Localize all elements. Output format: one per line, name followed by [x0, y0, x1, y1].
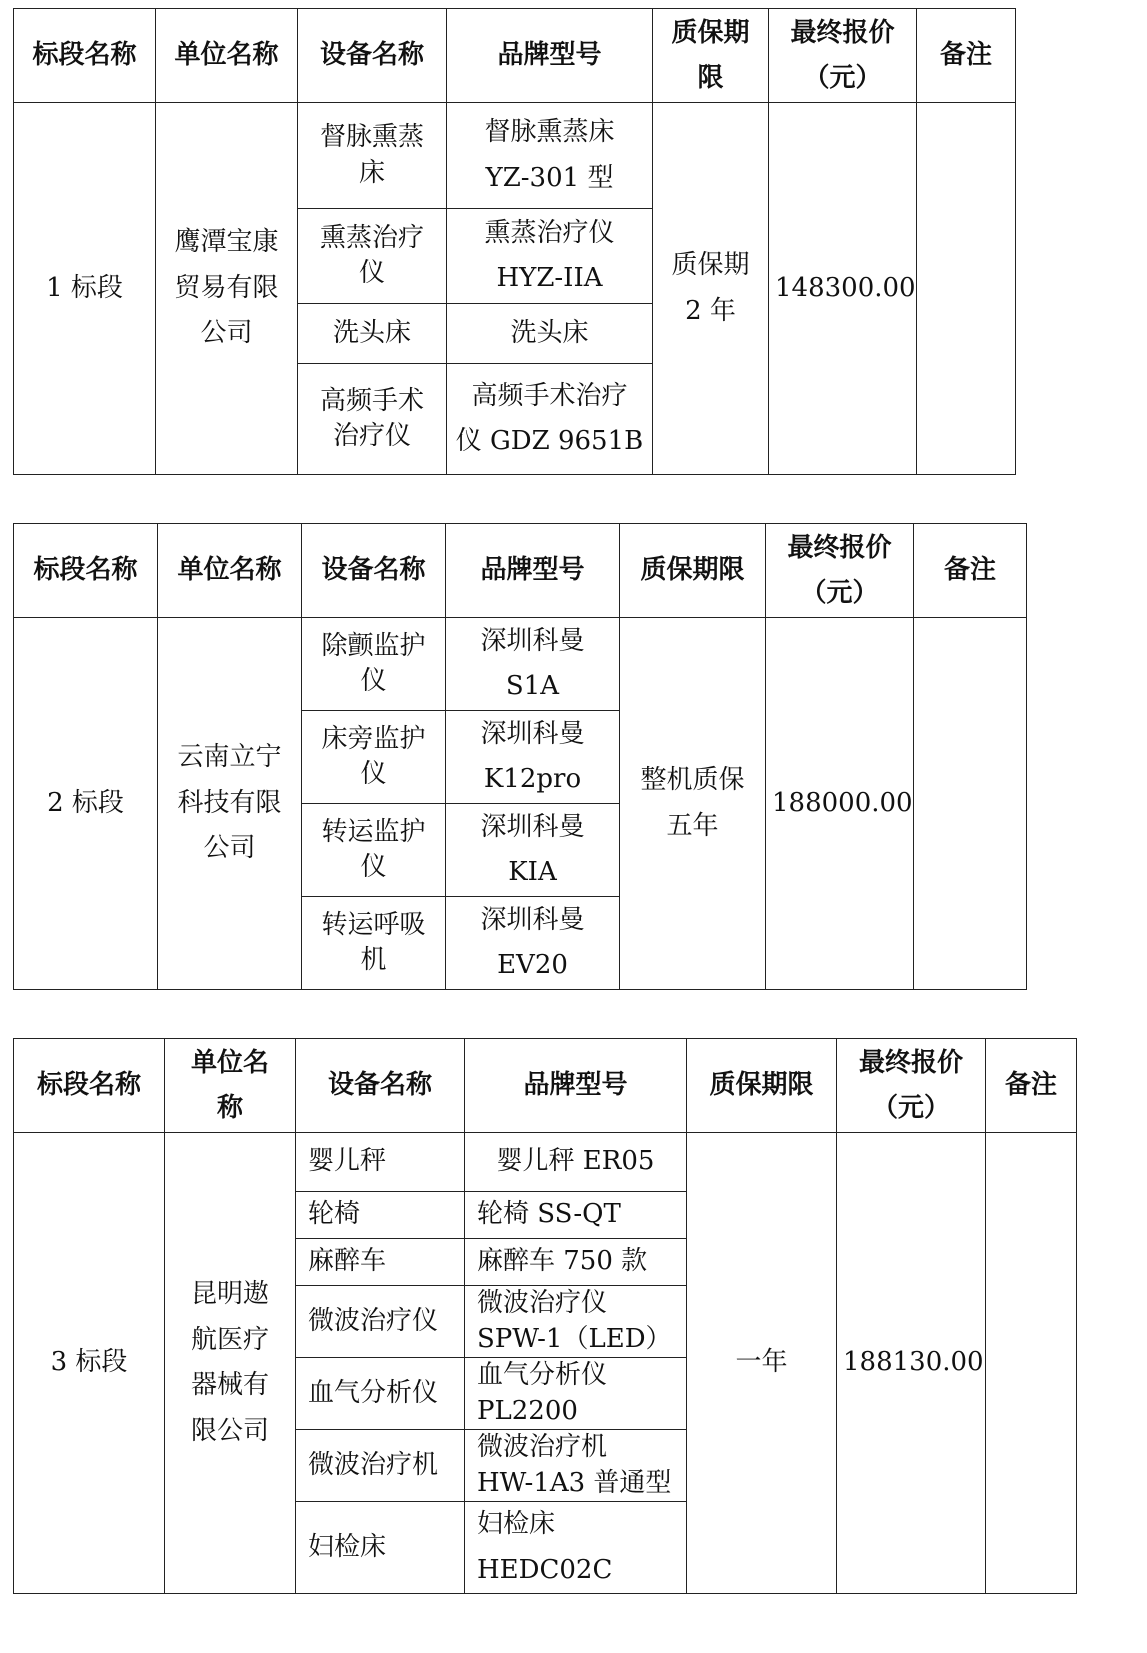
header-row	[14, 9, 1016, 103]
table-row	[14, 103, 1016, 209]
warranty-cell: 整机质保 五年	[620, 618, 766, 990]
remark-cell	[917, 103, 1016, 475]
equipment-cell: 督脉熏蒸 床	[298, 103, 447, 209]
price-cell: 148300.00	[769, 103, 917, 475]
equipment-cell: 转运呼吸 机	[302, 897, 446, 990]
equipment-cell: 除颤监护 仪	[302, 618, 446, 711]
model-cell: 深圳科曼 EV20	[446, 897, 620, 990]
header-row	[14, 1039, 1077, 1133]
header-price: 最终报价 （元）	[837, 1039, 986, 1133]
header-remark: 备注	[914, 524, 1027, 618]
price-cell: 188130.00	[837, 1133, 986, 1594]
table-row	[14, 618, 1027, 711]
unit-cell: 鹰潭宝康 贸易有限 公司	[156, 103, 298, 475]
lot-1-table	[13, 8, 1016, 475]
lot-2-table	[13, 523, 1027, 990]
equipment-cell: 婴儿秤	[296, 1133, 465, 1192]
header-unit: 单位名称	[156, 9, 298, 103]
model-cell: 妇检床 HEDC02C	[465, 1502, 687, 1594]
header-lot: 标段名称	[14, 524, 158, 618]
model-cell: 微波治疗机 HW-1A3 普通型	[465, 1430, 687, 1502]
equipment-cell: 熏蒸治疗 仪	[298, 209, 447, 304]
header-model: 品牌型号	[446, 524, 620, 618]
header-remark: 备注	[917, 9, 1016, 103]
model-cell: 微波治疗仪 SPW-1（LED）	[465, 1286, 687, 1358]
header-equipment: 设备名称	[298, 9, 447, 103]
remark-cell	[986, 1133, 1077, 1594]
equipment-cell: 麻醉车	[296, 1239, 465, 1286]
header-lot: 标段名称	[14, 1039, 165, 1133]
header-price: 最终报价 （元）	[769, 9, 917, 103]
lot-cell: 1 标段	[14, 103, 156, 475]
equipment-cell: 微波治疗机	[296, 1430, 465, 1502]
model-cell: 深圳科曼 S1A	[446, 618, 620, 711]
model-cell: 轮椅 SS-QT	[465, 1192, 687, 1239]
model-cell: 督脉熏蒸床 YZ-301 型	[447, 103, 653, 209]
model-cell: 深圳科曼 KIA	[446, 804, 620, 897]
header-remark: 备注	[986, 1039, 1077, 1133]
model-cell: 麻醉车 750 款	[465, 1239, 687, 1286]
header-equipment: 设备名称	[302, 524, 446, 618]
equipment-cell: 洗头床	[298, 304, 447, 364]
equipment-cell: 轮椅	[296, 1192, 465, 1239]
equipment-cell: 妇检床	[296, 1502, 465, 1594]
equipment-cell: 微波治疗仪	[296, 1286, 465, 1358]
header-warranty: 质保期限	[687, 1039, 837, 1133]
unit-cell: 云南立宁 科技有限 公司	[158, 618, 302, 990]
table-row	[14, 1133, 1077, 1192]
model-cell: 熏蒸治疗仪 HYZ-IIA	[447, 209, 653, 304]
model-cell: 血气分析仪 PL2200	[465, 1358, 687, 1430]
header-row	[14, 524, 1027, 618]
header-price: 最终报价 （元）	[766, 524, 914, 618]
lot-cell: 2 标段	[14, 618, 158, 990]
lot-3-table	[13, 1038, 1077, 1594]
header-equipment: 设备名称	[296, 1039, 465, 1133]
header-model: 品牌型号	[465, 1039, 687, 1133]
equipment-cell: 高频手术 治疗仪	[298, 364, 447, 475]
header-warranty: 质保期限	[620, 524, 766, 618]
header-unit: 单位名称	[158, 524, 302, 618]
equipment-cell: 血气分析仪	[296, 1358, 465, 1430]
price-cell: 188000.00	[766, 618, 914, 990]
header-lot: 标段名称	[14, 9, 156, 103]
model-cell: 高频手术治疗 仪 GDZ 9651B	[447, 364, 653, 475]
warranty-cell: 一年	[687, 1133, 837, 1594]
equipment-cell: 转运监护 仪	[302, 804, 446, 897]
header-model: 品牌型号	[447, 9, 653, 103]
unit-cell: 昆明遨 航医疗 器械有 限公司	[165, 1133, 296, 1594]
model-cell: 洗头床	[447, 304, 653, 364]
model-cell: 婴儿秤 ER05	[465, 1133, 687, 1192]
remark-cell	[914, 618, 1027, 990]
header-unit: 单位名 称	[165, 1039, 296, 1133]
header-warranty: 质保期 限	[653, 9, 769, 103]
model-cell: 深圳科曼 K12pro	[446, 711, 620, 804]
equipment-cell: 床旁监护 仪	[302, 711, 446, 804]
lot-cell: 3 标段	[14, 1133, 165, 1594]
warranty-cell: 质保期 2 年	[653, 103, 769, 475]
